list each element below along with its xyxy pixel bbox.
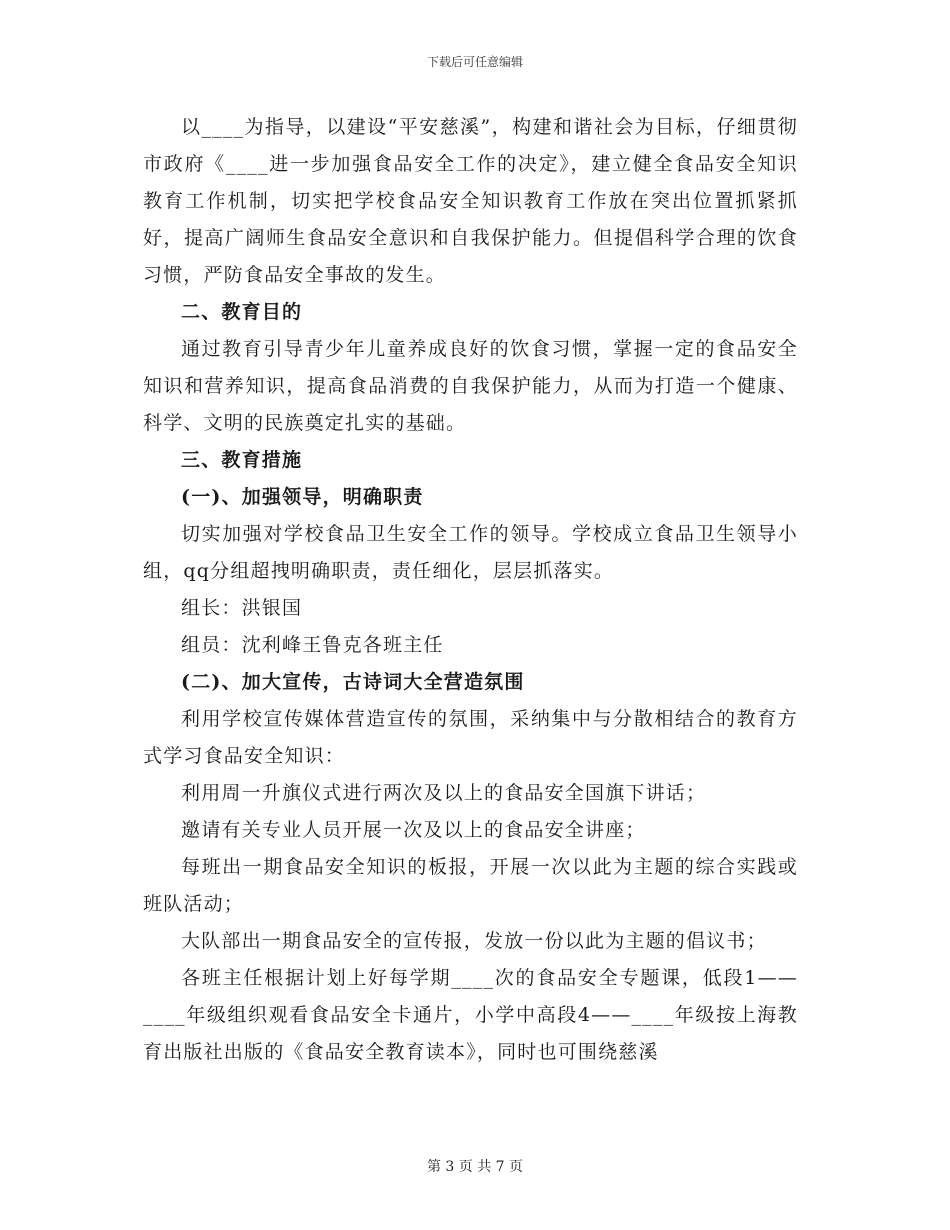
- list-item-lecture: 邀请有关专业人员开展一次及以上的食品安全讲座；: [181, 819, 646, 841]
- page-header: 下载后可任意编辑: [426, 55, 523, 69]
- page-footer: 第 3 页 共 7 页: [426, 1159, 524, 1175]
- paragraph-leadership: 切实加强对学校食品卫生安全工作的领导。学校成立食品卫生领导小组，qq分组超拽明确职责，责任细化，层层抓落实。: [143, 523, 798, 582]
- list-item-blackboard: 每班出一期食品安全知识的板报，开展一次以此为主题的综合实践或班队活动；: [143, 856, 798, 915]
- paragraph-publicity: 利用学校宣传媒体营造宣传的氛围，采纳集中与分散相结合的教育方式学习食品安全知识：: [143, 708, 798, 767]
- subsection-heading-leadership: (一)、加强领导，明确职责: [181, 486, 424, 508]
- list-item-flag-speech: 利用周一升旗仪式进行两次及以上的食品安全国旗下讲话；: [181, 782, 707, 804]
- paragraph-team-members: 组员：沈利峰王鲁克各班主任: [181, 634, 444, 656]
- paragraph-guidance: 以____为指导，以建设“平安慈溪”，构建和谐社会为目标，仔细贯彻市政府《____进一步加强食品安全工作的决定》，建立健全食品安全知识教育工作机制，切实把学校食品安全知识教育工作放在突出位置抓紧抓好，提高广阔师生食品安全意识和自我保护能力。但提倡科学合理的饮食习惯，严防食品安全事故的发生。: [143, 116, 798, 286]
- document-body: [143, 109, 798, 1071]
- paragraph-class-lessons: 各班主任根据计划上好每学期____次的食品安全专题课，低段1——____年级组织观看食品安全卡通片，小学中高段4——____年级按上海教育出版社出版的《食品安全教育读本》，同时也可围绕慈溪: [143, 967, 798, 1063]
- paragraph-team-leader: 组长：洪银国: [181, 597, 303, 619]
- section-heading-education-measures: 三、教育措施: [181, 449, 303, 471]
- subsection-heading-publicity: (二)、加大宣传，古诗词大全营造氛围: [181, 671, 525, 693]
- section-heading-education-goal: 二、教育目的: [181, 301, 303, 323]
- paragraph-education-goal: 通过教育引导青少年儿童养成良好的饮食习惯，掌握一定的食品安全知识和营养知识，提高食品消费的自我保护能力，从而为打造一个健康、科学、文明的民族奠定扎实的基础。: [143, 338, 798, 434]
- list-item-publicity-poster: 大队部出一期食品安全的宣传报，发放一份以此为主题的倡议书；: [181, 930, 767, 952]
